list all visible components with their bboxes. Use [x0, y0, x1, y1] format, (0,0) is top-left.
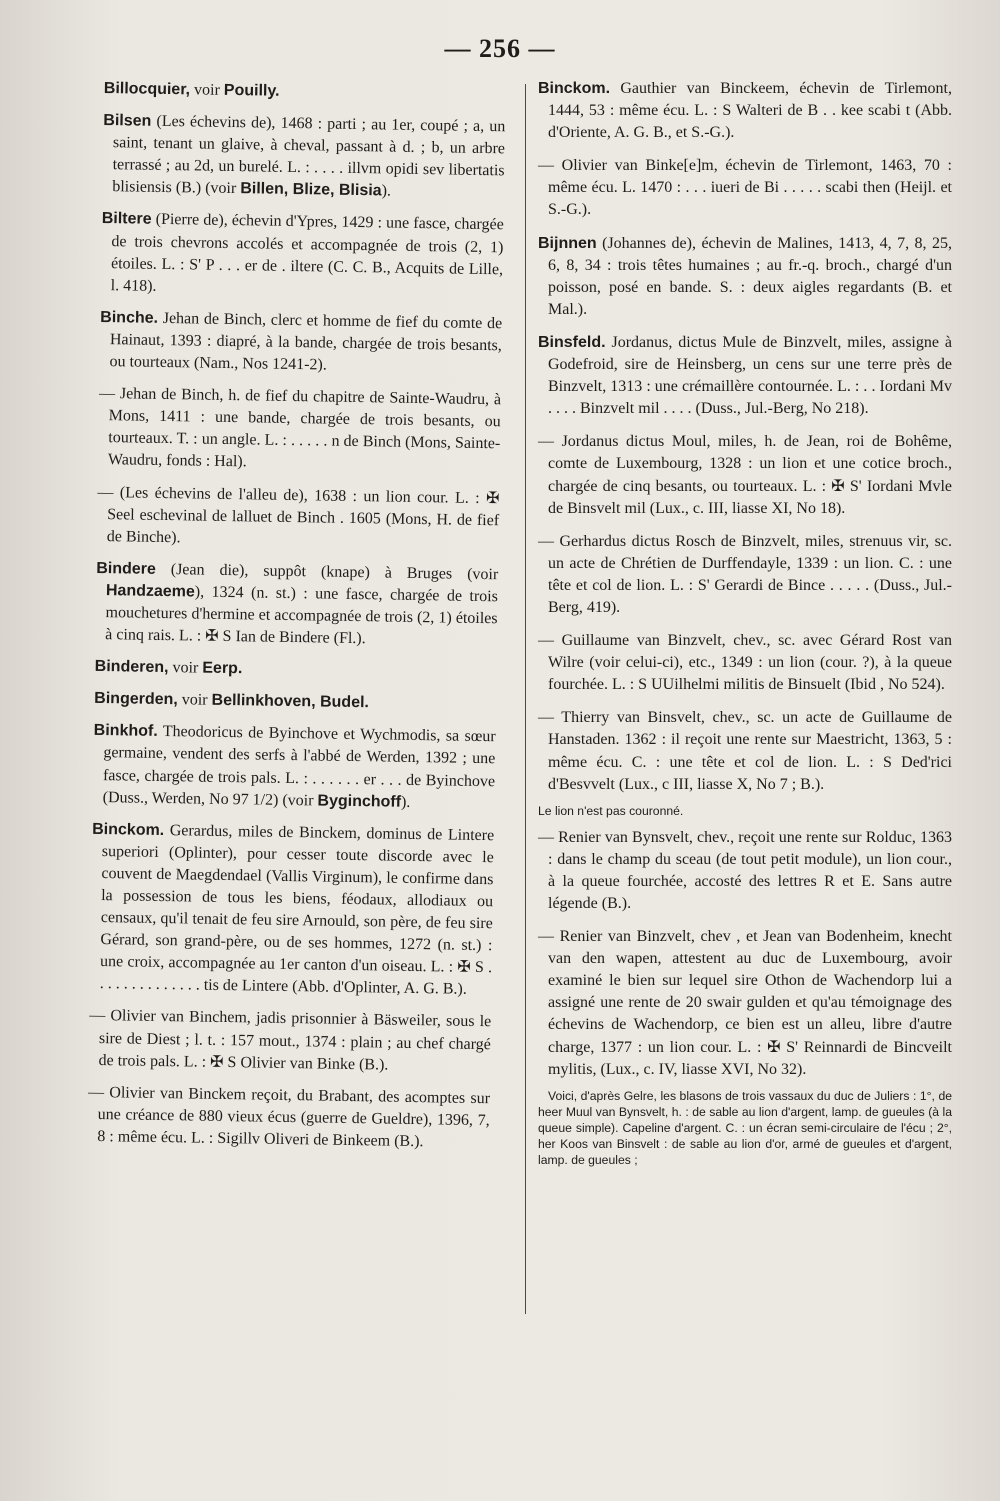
entry-binckom-gauthier: Binckom. Gauthier van Binckeem, échevin de Tirlemont, 1444, 53 : même écu. L. : S Walteri de B . . kee scabi t (Abb. d'Oriente, A. G. B., et S.-G.).	[538, 80, 952, 142]
footnote-gelre: Voici, d'après Gelre, les blasons de trois vassaux du duc de Juliers : 1°, de heer Muul van Bynsvelt, h. : de sable au lion d'argent, lamp. de gueules (à la queue simple). Capeline d'argent. C. : un écran semi-circulaire de l'écu ; 2°, her Koos van Binsvelt : de sable au lion d'or, armé de gueules et d'argent, lamp. de gueules ;	[538, 1088, 952, 1167]
entry-binche-sub-2: — (Les échevins de l'alleu de), 1638 : un lion cour. L. : ✠ Seel eschevinal de lalluet de Binch . 1605 (Mons, H. de fief de Binche).	[97, 483, 500, 546]
entry-binsfeld-sub-3: — Guillaume van Binzvelt, chev., sc. avec Gérard Rost van Wilre (voir celui-ci), etc., 1349 : un lion (cour. ?), à la queue fourchée. L. : S UUilhelmi militis de Binsuelt (Ibid , No 524).	[538, 632, 952, 694]
entry-bijnnen: Bijnnen (Johannes de), échevin de Malines, 1413, 4, 7, 8, 25, 6, 8, 34 : trois têtes humaines ; au fr.-q. broch., chargé d'un poisson, posé en bande. S. : deux aigles regardants (B. et Mal.).	[538, 234, 952, 318]
entry-binsfeld-sub-5: — Renier van Bynsvelt, chev., reçoit une rente sur Rolduc, 1363 : dans le champ du sceau (de tout petit module), un lion cour., à la queue fourchée, accosté des lettres R et E. Sans autre légende (B.).	[538, 828, 952, 912]
entry-bilsen: Bilsen (Les échevins de), 1468 : parti ; au 1er, coupé ; a, un saint, tenant un glaive, à cheval, passant à d. ; b, un arbre terrassé ; au 2d, un burelé. L. : . . . . illvm opidi sev libertatis blisiensis (B.) (voir Billen, Blize, Blisia).	[103, 112, 506, 200]
column-divider	[525, 84, 526, 1314]
entry-binckom-gerardus: Binckom. Gerardus, miles de Binckem, dominus de Lintere superiori (Oplinter), pour cesser toute discorde avec le couvent de Maegdendael (Vallis Virginum), le confirme dans la possession de tous les biens, féodaux, allodiaux ou censaux, qu'il tenait de feu sire Arnould, son père, de feu sire Gérard, son grand-père, ou de ses hommes, 1272 (n. st.) : une croix, accompagnée au 1er canton d'un oiseau. L. : ✠ S . . . . . . . . . . . . . . tis de Lintere (Abb. d'Oplinter, A. G. B.).	[92, 820, 495, 999]
entry-billocquier: Billocquier, voir Pouilly.	[103, 79, 280, 100]
footnote-lion: Le lion n'est pas couronné.	[538, 803, 684, 818]
entry-binckom-sub-2: — Olivier van Binckem reçoit, du Brabant, des acomptes sur une créance de 880 vieux écus (guerre de Gueldre), 1396, 7, 8 : même écu. L. : Sigillv Oliveri de Binkeem (B.).	[87, 1083, 491, 1151]
entry-binsfeld-sub-1: — Jordanus dictus Moul, miles, h. de Jean, roi de Bohême, comte de Luxembourg, 1328 : un lion et une cotice broch., chargée de cinq besants, ou tourteaux. L. : ✠ S' Iordani Mvle de Binsvelt mil (Lux., c. III, liasse XI, No 18).	[538, 433, 952, 517]
entry-binkhof: Binkhof. Theodoricus de Byinchove et Wychmodis, sa sœur germaine, vendent des serfs à l'abbé de Werden, 1392 ; une fasce, chargée de trois pals. L. : . . . . . . er . . . de Byinchove (Duss., Werden, No 97 1/2) (voir Byginchoff).	[93, 722, 496, 811]
entry-binsfeld-sub-4: — Thierry van Binsvelt, chev., sc. un acte de Guillaume de Hanstaden. 1362 : il reçoit une rente sur Maestricht, 1363, 5 : même écu. C. : une tête et col de lion. L. : S Ded'rici d'Besvvelt (Lux., c III, liasse X, No 7 ; B.).	[538, 709, 952, 793]
entry-binckom-olivier: — Olivier van Binke[e]m, échevin de Tirlemont, 1463, 70 : même écu. L. 1470 : . . . iueri de Bi . . . . . scabi then (Heijl. et S.-G.).	[538, 157, 952, 219]
entry-bindere: Bindere (Jean die), suppôt (knape) à Bruges (voir Handzaeme), 1324 (n. st.) : une fasce, chargée de trois mouchetures d'hermine et accompagnée de trois (2, 1) étoiles à cinq rais. L. : ✠ S Ian de Bindere (Fl.).	[96, 559, 499, 648]
page-number: — 256 —	[444, 34, 556, 63]
entry-binche: Binche. Jehan de Binch, clerc et homme de fief du comte de Hainaut, 1393 : diapré, à la bande, chargée de trois besants, ou tourteaux (Nam., Nos 1241-2).	[100, 308, 503, 374]
right-column	[538, 78, 952, 1176]
entry-binckom-sub-1: — Olivier van Binchem, jadis prisonnier à Bäsweiler, sous le sire de Diest ; l. t. : 157 mout., 1374 : plain ; au chef chargé de trois pals. L. : ✠ S Olivier van Binke (B.).	[89, 1007, 492, 1074]
entry-binsfeld: Binsfeld. Jordanus, dictus Mule de Binzvelt, miles, assigne à Godefroid, sire de Heinsberg, un cens sur une terre près de Binzvelt, 1313 : une crémaillère contournée. L. : . . Iordani Mv . . . . Binzvelt mil . . . . (Duss., Jul.-Berg, No 218).	[538, 333, 952, 418]
entry-bingerden: Bingerden, voir Bellinkhoven, Budel.	[94, 690, 370, 712]
entry-binche-sub-1: — Jehan de Binch, h. de fief du chapitre de Sainte-Waudru, à Mons, 1411 : une bande, chargée de trois besants, ou tourteaux. T. : un angle. L. : . . . . . n de Binch (Mons, Sainte-Waudru, fonds : Hal).	[98, 385, 502, 471]
entry-binsfeld-sub-6: — Renier van Binzvelt, chev , et Jean van Bodenheim, knecht van den wapen, attestent au duc de Luxembourg, avoir examiné le bien sur lequel sire Othon de Wachendorp lui a assigné une rente de 20 swair gulden et qu'au témoignage des échevins de Wachendorp, ce bien est un alleu, libre d'autre charge, 1377 : un lion cour. L. : ✠ S' Reinnardi de Bincveilt mylitis, (Lux., c. IV, liasse XVI, No 32).	[538, 928, 952, 1078]
entry-binsfeld-sub-2: — Gerhardus dictus Rosch de Binzvelt, miles, strenuus vir, sc. un acte de Chrétien de Durffendayle, 1339 : un lion. C. : une tête et col de lion. L. : S' Gerardi de Bince . . . . . (Duss., Jul.-Berg, 419).	[538, 532, 952, 616]
entry-biltere: Biltere (Pierre de), échevin d'Ypres, 1429 : une fasce, chargée de trois chevrons accolés et accompagnée de trois (2, 1) étoiles. L. : S' P . . . er de . iltere (C. C. B., Acquits de Lille, l. 418).	[101, 210, 504, 295]
entry-binderen: Binderen, voir Eerp.	[94, 658, 243, 678]
left-column	[87, 78, 506, 1164]
